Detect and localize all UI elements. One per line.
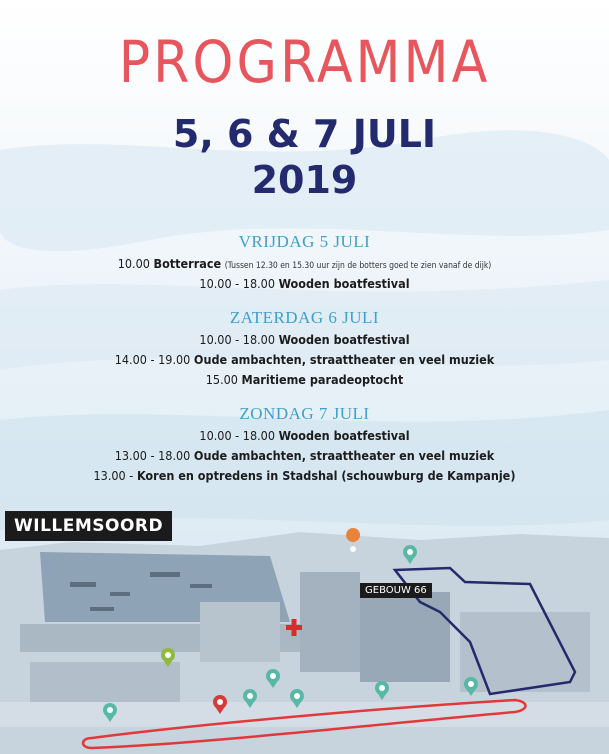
program-line [0, 468, 609, 483]
program-time: 10.00 [117, 256, 150, 271]
program-event: Oude ambachten, straattheater en veel muziek [193, 448, 495, 463]
program-line [0, 352, 609, 367]
program-event: Botterrace [153, 256, 222, 271]
program-line [0, 256, 609, 271]
program-event: Oude ambachten, straattheater en veel muziek [193, 352, 495, 367]
map-building [30, 662, 180, 702]
map-building [300, 572, 360, 672]
map-building [200, 602, 280, 662]
program-time: 14.00 - 19.00 [114, 352, 191, 367]
site-map [0, 512, 609, 754]
map-building-label: GEBOUW 66 [360, 583, 432, 598]
program-time: 10.00 - 18.00 [199, 428, 275, 443]
program-event: Maritieme paradeoptocht [241, 372, 404, 387]
program-time: 13.00 - 18.00 [114, 448, 191, 463]
map-building [360, 592, 450, 682]
program-event: Wooden boatfestival [278, 428, 410, 443]
map-area-label: WILLEMSOORD [5, 511, 172, 541]
program-line [0, 428, 609, 443]
day-heading-saturday: ZATERDAG 6 JULI [229, 308, 380, 327]
program-line [0, 372, 609, 387]
program-time: 10.00 - 18.00 [199, 276, 275, 291]
event-year: 2019 [251, 158, 358, 202]
event-dates: 5, 6 & 7 JULI [172, 112, 437, 156]
day-heading-sunday: ZONDAG 7 JULI [239, 404, 370, 423]
program-note: (Tussen 12.30 en 15.30 uur zijn de botters goed te zien vanaf de dijk) [224, 261, 492, 271]
program-line [0, 276, 609, 291]
program-event: Wooden boatfestival [278, 332, 410, 347]
program-event: Koren en optredens in Stadshal (schouwburg de Kampanje) [136, 468, 516, 483]
day-heading-friday: VRIJDAG 5 JULI [238, 232, 371, 251]
page-title: PROGRAMMA [118, 28, 491, 96]
map-street [0, 702, 609, 727]
program-event: Wooden boatfestival [278, 276, 410, 291]
program-time: 13.00 - [93, 468, 134, 483]
program-line [0, 448, 609, 463]
program-time: 10.00 - 18.00 [199, 332, 275, 347]
program-line [0, 332, 609, 347]
program-time: 15.00 [205, 372, 238, 387]
